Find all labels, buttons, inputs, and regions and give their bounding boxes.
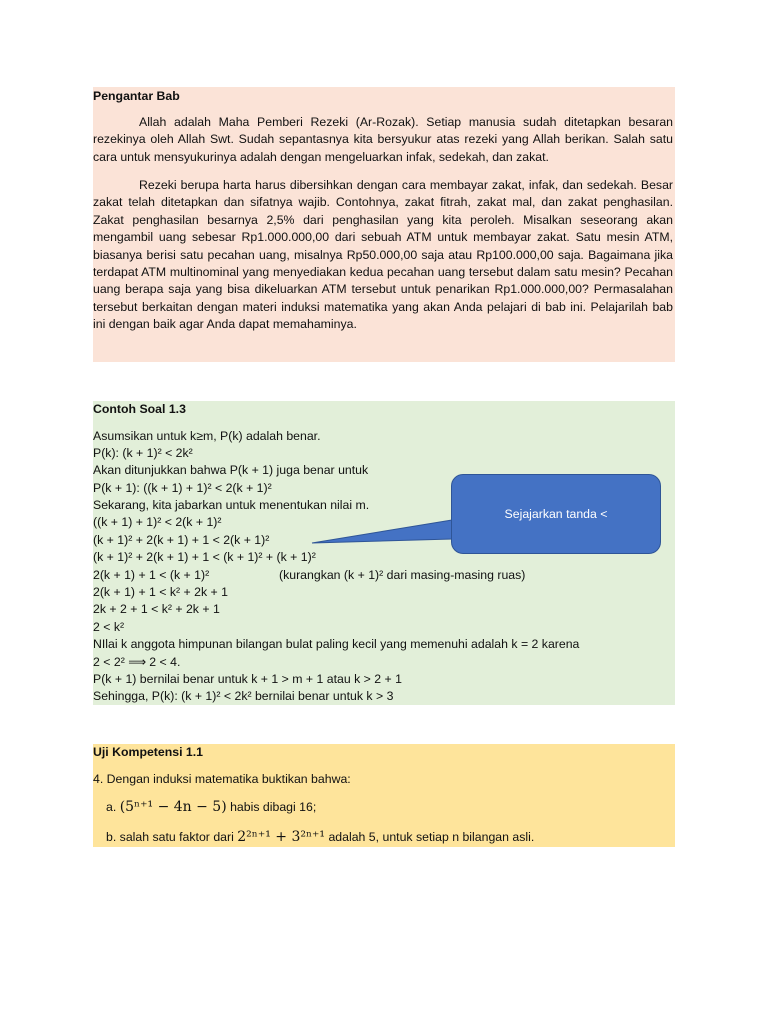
example-line-10: 2(k + 1) + 1 < k² + 2k + 1 [93,585,228,599]
example-heading: Contoh Soal 1.3 [93,402,186,416]
example-line-9: 2(k + 1) + 1 < (k + 1)² [93,568,210,582]
intro-heading: Pengantar Bab [93,89,180,103]
example-line-9-note: (kurangkan (k + 1)² dari masing-masing ruas) [279,568,526,582]
exercise-b-expression: 2²ⁿ⁺¹ + 3²ⁿ⁺¹ [237,829,326,845]
exercise-b-suffix: adalah 5, untuk setiap n bilangan asli. [328,830,535,844]
example-line-7: (k + 1)² + 2(k + 1) + 1 < 2(k + 1)² [93,533,270,547]
exercise-a-expression: (5ⁿ⁺¹ − 4n − 5) [119,799,227,815]
exercise-b-prefix: b. salah satu faktor dari [106,830,234,844]
exercise-section [93,744,675,847]
example-line-3: Akan ditunjukkan bahwa P(k + 1) juga benar untuk [93,463,369,477]
example-line-8: (k + 1)² + 2(k + 1) + 1 < (k + 1)² + (k + 1)² [93,550,316,564]
example-line-2: P(k): (k + 1)² < 2k² [93,446,193,460]
intro-paragraph-1: Allah adalah Maha Pemberi Rezeki (Ar-Rozak). Setiap manusia sudah ditetapkan besaran rezekinya oleh Allah Swt. Sudah sepantasnya kita bersyukur atas rezeki yang Allah berikan. Salah satu cara untuk mensyukurinya adalah dengan mengeluarkan infak, sedekah, dan zakat. [93,115,673,164]
example-line-5: Sekarang, kita jabarkan untuk menentukan nilai m. [93,498,370,512]
example-line-14: 2 < 2² ⟹ 2 < 4. [93,655,181,669]
example-line-11: 2k + 2 + 1 < k² + 2k + 1 [93,602,220,616]
callout-note[interactable] [451,474,661,554]
exercise-heading: Uji Kompetensi 1.1 [93,745,204,759]
exercise-item-b [106,829,534,846]
example-line-15: P(k + 1) bernilai benar untuk k + 1 > m + 1 atau k > 2 + 1 [93,672,402,686]
intro-paragraph-2: Rezeki berupa harta harus dibersihkan dengan cara membayar zakat, infak, dan sedekah. Besar zakat telah ditetapkan dan sifatnya wajib. Contohnya, zakat fitrah, zakat mal, dan zakat penghasilan. Zakat penghasilan besarnya 2,5% dari penghasilan yang kita peroleh. Misalkan seseorang akan mengambil uang sebesar Rp1.000.000,00 dari sebuah ATM untuk membayar zakat. Satu mesin ATM, biasanya berisi satu pecahan uang, misalnya Rp50.000,00 saja atau Rp100.000,00 saja. Bagaimana jika terdapat ATM multinominal yang menyediakan kedua pecahan uang tersebut dalam satu mesin? Pecahan uang berapa saja yang bisa dikeluarkan ATM tersebut untuk penarikan Rp1.000.000,00? Permasalahan tersebut berkaitan dengan materi induksi matematika yang akan Anda pelajari di bab ini. Pelajarilah bab ini dengan baik agar Anda dapat memahaminya. [93,178,673,332]
callout-text: Sejajarkan tanda < [504,507,608,521]
example-line-1: Asumsikan untuk k≥m, P(k) adalah benar. [93,429,321,443]
example-line-6: ((k + 1) + 1)² < 2(k + 1)² [93,515,222,529]
exercise-item-4: 4. Dengan induksi matematika buktikan bahwa: [93,772,351,786]
exercise-a-suffix: habis dibagi 16; [230,800,317,814]
example-line-4: P(k + 1): ((k + 1) + 1)² < 2(k + 1)² [93,481,272,495]
example-line-13: NIlai k anggota himpunan bilangan bulat paling kecil yang memenuhi adalah k = 2 karena [93,637,580,651]
example-line-12: 2 < k² [93,620,125,634]
example-line-16: Sehingga, P(k): (k + 1)² < 2k² bernilai benar untuk k > 3 [93,689,394,703]
exercise-a-prefix: a. [106,800,117,814]
exercise-item-a [106,799,316,816]
intro-section [93,87,675,362]
